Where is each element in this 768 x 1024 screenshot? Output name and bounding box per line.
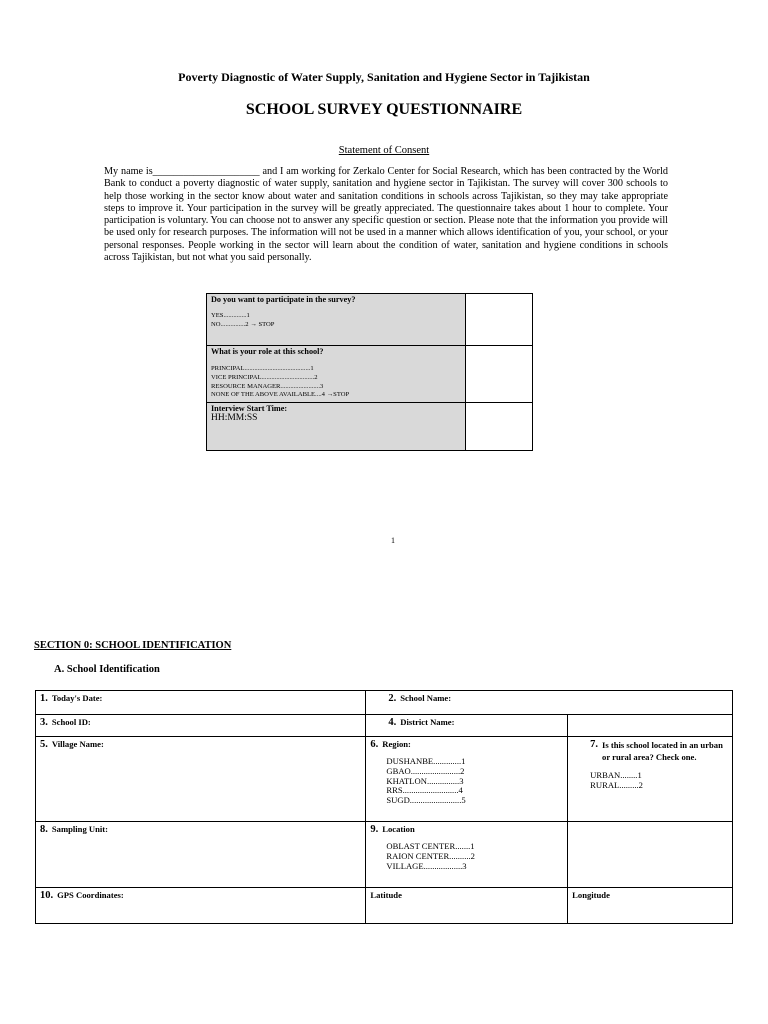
field-number: 9.: [370, 824, 379, 835]
consent-heading: Statement of Consent: [338, 145, 430, 156]
role-question: What is your role at this school?: [211, 347, 324, 356]
field-label: District Name:: [400, 717, 455, 727]
field-number: 5.: [40, 739, 48, 750]
field-number: 7.: [590, 739, 599, 750]
document-subtitle: Poverty Diagnostic of Water Supply, Sanitation and Hygiene Sector in Tajikistan: [178, 70, 590, 84]
participate-option-no: NO...............2 → STOP: [211, 320, 275, 328]
field-location-extra[interactable]: [568, 822, 733, 888]
start-time-answer-cell[interactable]: [466, 403, 533, 451]
field-label: Today's Date:: [51, 693, 103, 703]
field-label: Is this school located in an urban or rural area? Check one.: [602, 740, 723, 762]
location-option: VILLAGE..................3: [386, 860, 467, 871]
role-option-resource-manager: RESOURCE MANAGER........................3: [211, 382, 324, 390]
start-time-label: Interview Start Time:: [211, 404, 288, 413]
region-option: RRS..........................4: [386, 785, 463, 796]
field-number: 8.: [40, 824, 48, 835]
subsection-title: A. School Identification: [54, 664, 160, 675]
region-option: SUGD........................5: [386, 795, 466, 806]
field-village-name[interactable]: [36, 737, 366, 822]
location-option: OBLAST CENTER.......1: [386, 841, 475, 851]
field-label: Region:: [382, 739, 411, 749]
role-option-none: NONE OF THE ABOVE AVAILABLE....4 →STOP: [211, 391, 350, 399]
field-number: 10.: [40, 890, 54, 901]
location-option: RAION CENTER..........2: [386, 850, 475, 861]
field-region[interactable]: [366, 737, 568, 822]
field-label: Sampling Unit:: [51, 824, 108, 834]
role-answer-cell[interactable]: [466, 346, 533, 403]
field-latitude[interactable]: [366, 888, 568, 924]
field-district-name[interactable]: [366, 715, 568, 737]
document-title: SCHOOL SURVEY QUESTIONNAIRE: [245, 101, 523, 118]
field-school-name[interactable]: [366, 691, 733, 715]
field-number: 6.: [370, 739, 379, 750]
field-school-id[interactable]: [36, 715, 366, 737]
region-option: DUSHANBE.............1: [386, 756, 466, 766]
field-district-extra[interactable]: [568, 715, 733, 737]
consent-table: [206, 293, 533, 451]
school-identification-table: [35, 690, 733, 924]
section-title: SECTION 0: SCHOOL IDENTIFICATION: [34, 640, 232, 651]
urban-rural-option: RURAL.........2: [590, 779, 643, 790]
field-label: School ID:: [51, 717, 91, 727]
participate-question-cell: [207, 294, 466, 346]
participate-answer-cell[interactable]: [466, 294, 533, 346]
field-gps-coordinates[interactable]: [36, 888, 366, 924]
field-sampling-unit[interactable]: [36, 822, 366, 888]
field-label: Location: [382, 824, 415, 834]
field-label: GPS Coordinates:: [57, 890, 124, 900]
participate-option-yes: YES..............1: [211, 312, 250, 319]
field-todays-date[interactable]: [36, 691, 366, 715]
field-urban-rural[interactable]: [568, 737, 733, 822]
field-label: Village Name:: [51, 739, 104, 749]
role-question-cell: [207, 346, 466, 403]
urban-rural-option: URBAN........1: [590, 770, 642, 780]
role-option-principal: PRINCIPAL........................................1: [211, 365, 314, 372]
role-option-vice-principal: VICE PRINCIPAL................................2: [211, 373, 318, 381]
field-number: 3.: [40, 717, 48, 728]
field-label: School Name:: [400, 693, 452, 703]
field-longitude[interactable]: [568, 888, 733, 924]
field-number: 1.: [40, 693, 48, 704]
region-option: GBAO.......................2: [386, 765, 465, 776]
page-number: 1: [391, 536, 395, 545]
region-option: KHATLON...............3: [386, 775, 464, 786]
field-number: 2.: [388, 693, 397, 704]
consent-paragraph: My name is_____________________ and I am working for Zerkalo Center for Social Research, which has been contracted by the World Bank to conduct a poverty diagnostic of water supply, sanitation and hygiene sector in Tajikistan. The survey will cover 300 schools to help those working in the sector know about water and sanitation conditions in schools across Tajikistan, so they may take appropriate steps to improve it. Your participation in the survey will be greatly appreciated. The questionnaire takes about 1 hour to complete. Your participation is voluntary. You can choose not to answer any specific question or section. Please note that the information you provide will be used only for research purposes. The information will not be used in a manner which allows identification of you, your school, or your personal responses. People working in the sector will learn about the condition of water, sanitation and hygiene conditions in schools across Tajikistan, but not what you said personally.: [104, 166, 668, 264]
field-number: 4.: [388, 717, 397, 728]
field-location[interactable]: [366, 822, 568, 888]
participate-question: Do you want to participate in the survey?: [211, 295, 356, 304]
latitude-label: Latitude: [370, 890, 402, 900]
start-time-cell: [207, 403, 466, 451]
start-time-format: HH:MM:SS: [211, 413, 258, 423]
longitude-label: Longitude: [572, 890, 610, 900]
